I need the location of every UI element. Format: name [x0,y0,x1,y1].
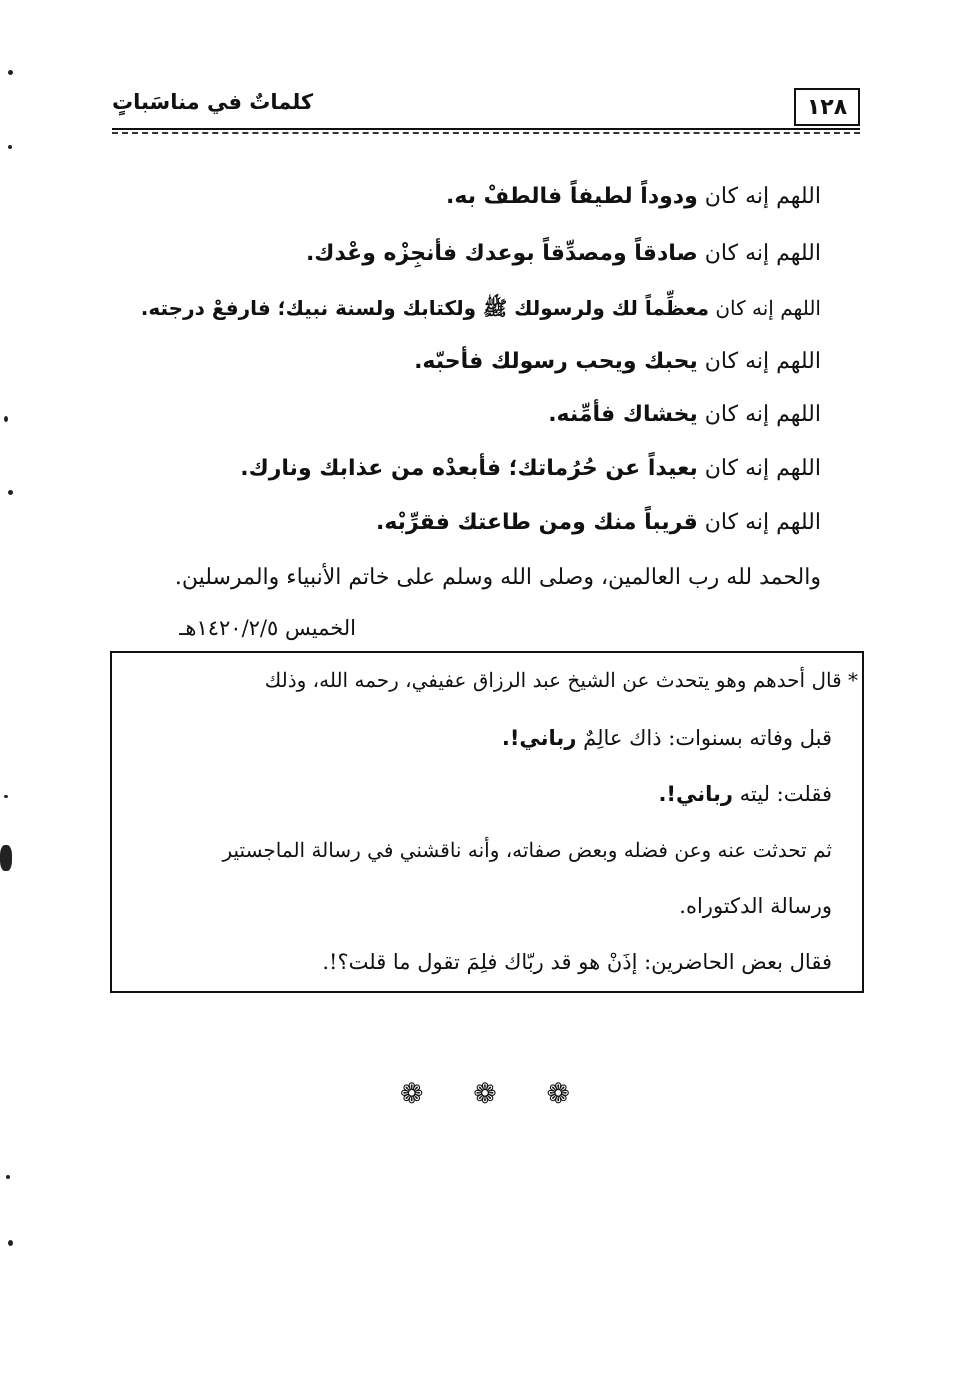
page-header [112,86,860,132]
scan-dot [8,145,12,149]
supplication-line-6 [240,454,821,484]
supplication-line-1 [446,182,821,212]
footnote-line-5: ورسالة الدكتوراه. [679,894,832,918]
supplication-line-3 [141,293,821,323]
line-lead: اللهم إنه كان [715,296,821,320]
line-rest: بعيداً عن حُرُماتك؛ فأبعدْه من عذابك ونارك. [240,456,698,481]
date-line: الخميس ١٤٢٠/٢/٥هـ [179,616,356,640]
supplication-line-4 [414,347,821,377]
footnote-text: قبل وفاته بسنوات: ذاك عالِمٌ [583,726,832,750]
footnote-line-1: * قال أحدهم وهو يتحدث عن الشيخ عبد الرزاق عفيفي، رحمه الله، وذلك [264,668,858,692]
footnote-box [110,651,864,993]
scan-dot [6,1175,10,1179]
line-rest: صادقاً ومصدِّقاً بوعدك فأنجِزْه وعْدك. [305,241,698,266]
line-rest: ودوداً لطيفاً فالطفْ به. [446,184,698,209]
section-ornaments [400,1076,570,1112]
footnote-line-6: فقال بعض الحاضرين: إذَنْ هو قد ربّاك فلِمَ تقول ما قلت؟!. [322,950,832,974]
footnote-line-3 [658,779,832,809]
line-lead: اللهم إنه كان [704,510,821,535]
footnote-line-4: ثم تحدثت عنه وعن فضله وبعض صفاته، وأنه ناقشني في رسالة الماجستير [222,838,832,862]
footnote-line-2 [502,723,832,753]
supplication-line-2 [306,239,821,269]
scan-blot [0,845,12,871]
line-rest: معظِّماً لك ولرسولك ﷺ ولكتابك ولسنة نبيك؛ فارفعْ درجته. [140,296,709,320]
scan-dot [8,1240,13,1246]
line-lead: اللهم إنه كان [704,456,821,481]
footnote-emphasis: رباني!. [658,782,733,806]
line-lead: اللهم إنه كان [704,241,821,266]
footnote-text: فقلت: ليته [739,782,832,806]
flower-ornament-icon: ❁ [473,1077,497,1110]
flower-ornament-icon: ❁ [400,1077,424,1110]
header-rule [112,128,860,134]
line-rest: قريباً منك ومن طاعتك فقرِّبْه. [375,510,698,535]
flower-ornament-icon: ❁ [546,1077,570,1110]
supplication-line-7 [376,508,821,538]
page-number: ١٢٨ [794,88,860,126]
supplication-line-5 [548,400,821,430]
line-lead: اللهم إنه كان [704,402,821,427]
scan-dot [4,416,8,422]
scan-dot [4,795,8,798]
footnote-emphasis: رباني!. [501,726,577,750]
scan-dot [8,490,13,495]
scan-dot [8,70,13,75]
line-lead: اللهم إنه كان [704,184,821,209]
line-lead: اللهم إنه كان [704,349,821,374]
closing-line: والحمد لله رب العالمين، وصلى الله وسلم على خاتم الأنبياء والمرسلين. [174,565,821,590]
line-rest: يحبك ويحب رسولك فأحبّه. [414,349,698,374]
line-rest: يخشاك فأمِّنه. [548,402,698,427]
running-title: كلماتٌ في مناسَباتٍ [112,90,314,114]
